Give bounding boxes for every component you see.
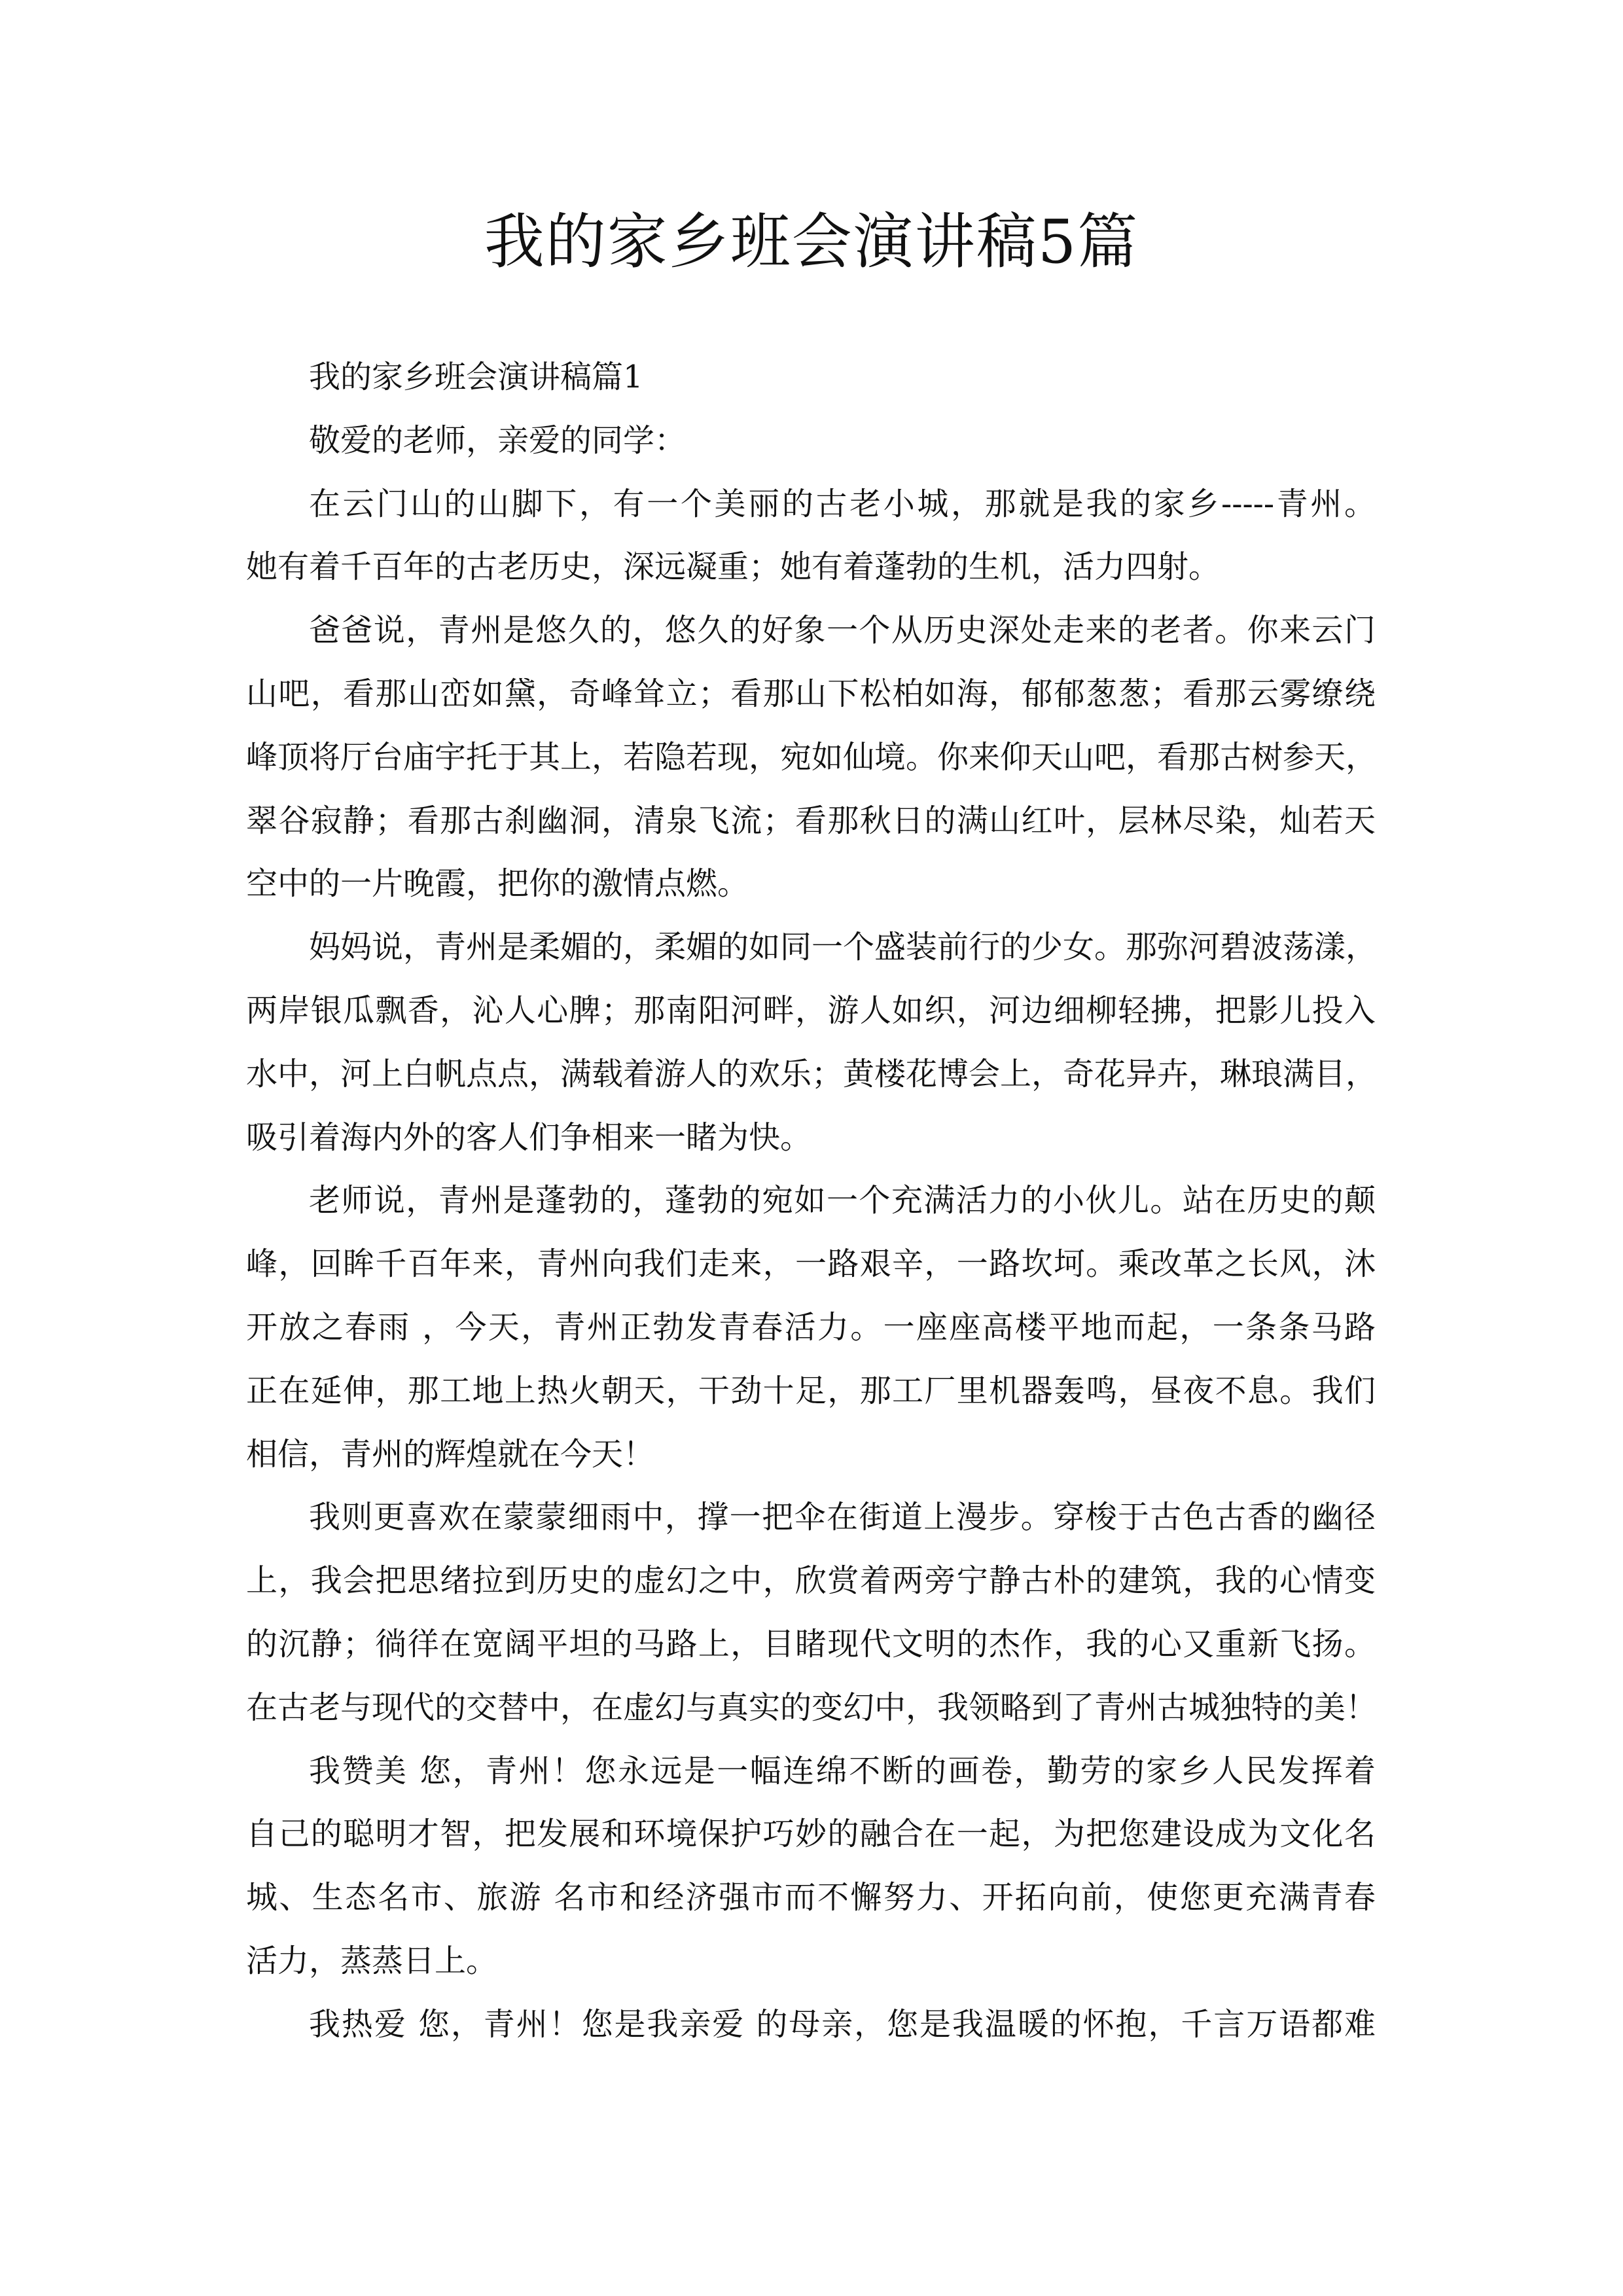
paragraph [246, 1740, 1376, 1993]
text-line: 我赞美 您，青州！您永远是一幅连绵不断的画卷，勤劳的家乡人民发挥着 [309, 1752, 1376, 1789]
paragraph [246, 473, 1376, 600]
document-body [246, 346, 1376, 2056]
text-line: 敬爱的老师，亲爱的同学： [309, 422, 687, 459]
text-line: 她有着千百年的古老历史，深远凝重；她有着蓬勃的生机，活力四射。 [246, 548, 1221, 586]
text-line: 活力，蒸蒸日上。 [246, 1942, 498, 1979]
paragraph [246, 1169, 1376, 1486]
paragraph [246, 599, 1376, 916]
paragraph [246, 1993, 1376, 2056]
text-line: 城、生态名市、旅游 名市和经济强市而不懈努力、开拓向前，使您更充满青春 [246, 1879, 1376, 1916]
text-line: 妈妈说，青州是柔媚的，柔媚的如同一个盛装前行的少女。那弥河碧波荡漾， [309, 929, 1378, 966]
text-line: 峰，回眸千百年来，青州向我们走来，一路艰辛，一路坎坷。乘改革之长风，沐 [246, 1246, 1376, 1283]
text-line: 两岸银瓜飘香，沁人心脾；那南阳河畔，游人如织，河边细柳轻拂，把影儿投入 [246, 992, 1376, 1029]
text-line: 水中，河上白帆点点，满载着游人的欢乐；黄楼花博会上，奇花异卉，琳琅满目， [246, 1055, 1378, 1092]
text-line: 在古老与现代的交替中，在虚幻与真实的变幻中，我领略到了青州古城独特的美！ [246, 1689, 1378, 1726]
text-line: 相信，青州的辉煌就在今天！ [246, 1435, 655, 1473]
text-line: 吸引着海内外的客人们争相来一睹为快。 [246, 1119, 812, 1156]
text-line: 在云门山的山脚下，有一个美丽的古老小城，那就是我的家乡-----青州。 [309, 485, 1376, 522]
text-line: 老师说，青州是蓬勃的，蓬勃的宛如一个充满活力的小伙儿。站在历史的颠 [309, 1182, 1376, 1219]
text-line: 我则更喜欢在蒙蒙细雨中，撑一把伞在街道上漫步。穿梭于古色古香的幽径 [309, 1499, 1376, 1536]
text-line: 自己的聪明才智，把发展和环境保护巧妙的融合在一起，为把您建设成为文化名 [246, 1816, 1376, 1853]
text-line: 山吧，看那山峦如黛，奇峰耸立；看那山下松柏如海，郁郁葱葱；看那云雾缭绕 [246, 675, 1376, 712]
text-line: 爸爸说，青州是悠久的，悠久的好象一个从历史深处走来的老者。你来云门 [309, 612, 1376, 649]
paragraph [246, 409, 1376, 473]
text-line: 峰顶将厅台庙宇托于其上，若隐若现，宛如仙境。你来仰天山吧，看那古树参天， [246, 738, 1378, 776]
paragraph [246, 1486, 1376, 1739]
text-line: 翠谷寂静；看那古刹幽洞，清泉飞流；看那秋日的满山红叶，层林尽染，灿若天 [246, 802, 1376, 839]
document-title: 我的家乡班会演讲稿5篇 [484, 207, 1139, 277]
text-line: 我的家乡班会演讲稿篇1 [309, 359, 643, 395]
text-line: 正在延伸，那工地上热火朝天，干劲十足，那工厂里机器轰鸣，昼夜不息。我们 [246, 1372, 1376, 1409]
text-line: 上，我会把思绪拉到历史的虚幻之中，欣赏着两旁宁静古朴的建筑，我的心情变 [246, 1562, 1376, 1600]
text-line: 我热爱 您，青州！您是我亲爱 的母亲，您是我温暖的怀抱，千言万语都难 [309, 2005, 1376, 2043]
paragraph [246, 916, 1376, 1169]
text-line: 开放之春雨 ，今天，青州正勃发青春活力。一座座高楼平地而起，一条条马路 [246, 1308, 1376, 1346]
text-line: 空中的一片晚霞，把你的激情点燃。 [246, 865, 749, 903]
paragraph [246, 346, 1376, 409]
text-line: 的沉静；徜徉在宽阔平坦的马路上，目睹现代文明的杰作，我的心又重新飞扬。 [246, 1625, 1376, 1662]
